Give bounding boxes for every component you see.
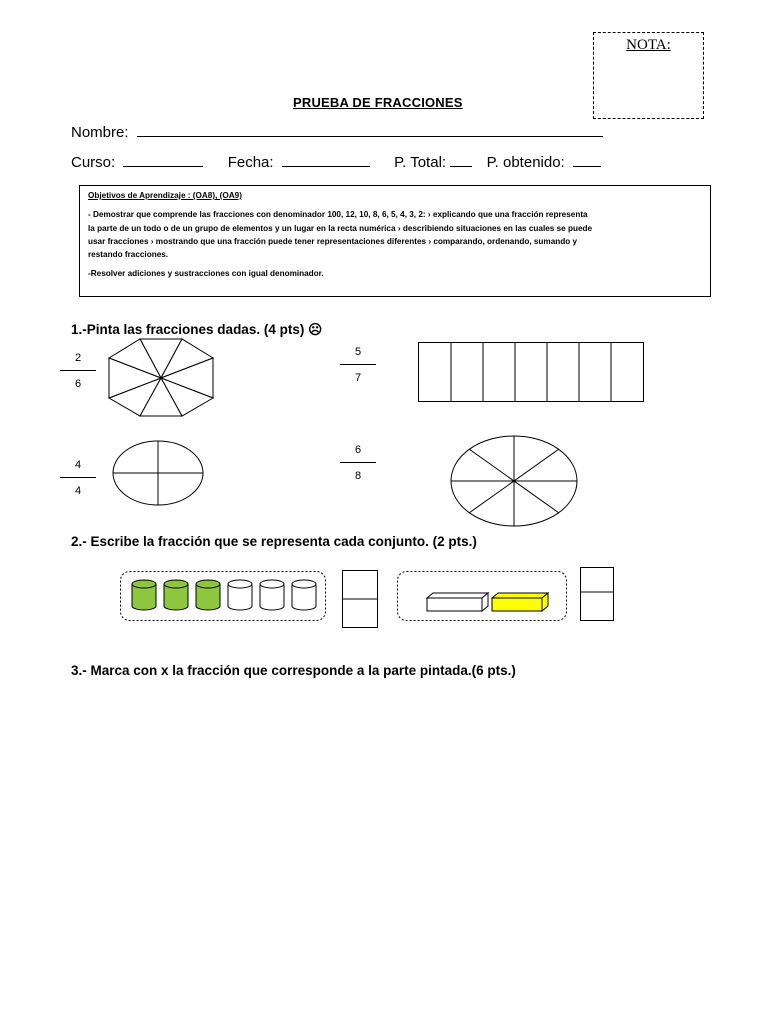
course-label: Curso: (71, 154, 116, 171)
total-points-field[interactable] (450, 154, 472, 167)
page-title: PRUEBA DE FRACCIONES (293, 95, 463, 110)
block-painted (492, 593, 548, 611)
fraction-bar (340, 462, 376, 463)
info-row (71, 154, 601, 171)
objectives-line-3: usar fracciones › mostrando que una fracción puede tener representaciones diferentes › comparando, ordenando, sumando y (88, 236, 578, 246)
circle-eight-parts[interactable] (450, 435, 578, 527)
fraction-denominator: 6 (74, 378, 82, 390)
circle-four-parts[interactable] (112, 440, 204, 506)
fraction-bar (340, 364, 376, 365)
course-field[interactable] (123, 154, 203, 167)
objectives-line-2: la parte de un todo o de un grupo de elementos y un lugar en la recta numérica › describiendo situaciones en las cuales se puede (88, 223, 593, 233)
objectives-title: Objetivos de Aprendizaje : (OA8), (OA9) (88, 191, 242, 200)
grade-box (593, 32, 704, 119)
grade-label: NOTA: (626, 37, 671, 53)
fraction-bar (60, 370, 96, 371)
obtained-points-field[interactable] (573, 154, 601, 167)
fraction-numerator: 2 (74, 352, 82, 364)
objectives-line-4: restando fracciones. (88, 250, 169, 260)
fraction-2-6 (60, 351, 96, 391)
fraction-6-8 (340, 443, 376, 483)
cylinder-set (120, 571, 326, 621)
total-points-label: P. Total: (394, 154, 447, 171)
answer-box-2[interactable] (580, 567, 614, 621)
name-field[interactable] (137, 124, 603, 137)
cylinder-painted (132, 580, 156, 610)
block-unpainted (427, 593, 488, 611)
fraction-bar (60, 477, 96, 478)
fraction-numerator: 4 (74, 459, 82, 471)
date-field[interactable] (282, 154, 370, 167)
fraction-5-7 (340, 345, 376, 385)
cylinder-painted (196, 580, 220, 610)
block-set (397, 571, 567, 621)
question-2-text: 2.- Escribe la fracción que se representa cada conjunto. (2 pts.) (71, 534, 477, 549)
rectangle-seven-parts[interactable] (418, 342, 644, 402)
hexagon-six-triangles[interactable] (108, 337, 214, 417)
cylinder-painted (164, 580, 188, 610)
question-1-text: 1.-Pinta las fracciones dadas. (4 pts) ☹ (71, 322, 323, 337)
fraction-4-4 (60, 458, 96, 498)
cylinder-unpainted (228, 580, 252, 610)
fraction-denominator: 8 (354, 470, 362, 482)
date-label: Fecha: (227, 154, 274, 171)
fraction-denominator: 4 (74, 485, 82, 497)
fraction-denominator: 7 (354, 372, 362, 384)
fraction-numerator: 5 (354, 346, 362, 358)
cylinder-unpainted (292, 580, 316, 610)
objectives-line-5: -Resolver adiciones y sustracciones con igual denominador. (88, 269, 324, 279)
name-row (71, 124, 603, 141)
cylinder-unpainted (260, 580, 284, 610)
name-label: Nombre: (71, 124, 129, 141)
obtained-points-label: P. obtenido: (486, 154, 565, 171)
objectives-box (79, 185, 711, 297)
answer-box-1[interactable] (342, 570, 378, 628)
fraction-numerator: 6 (354, 444, 362, 456)
question-3-text: 3.- Marca con x la fracción que corresponde a la parte pintada.(6 pts.) (71, 663, 516, 678)
objectives-line-1: - Demostrar que comprende las fracciones con denominador 100, 12, 10, 8, 6, 5, 4, 3, 2: › explicando que una fracción representa (88, 210, 588, 220)
